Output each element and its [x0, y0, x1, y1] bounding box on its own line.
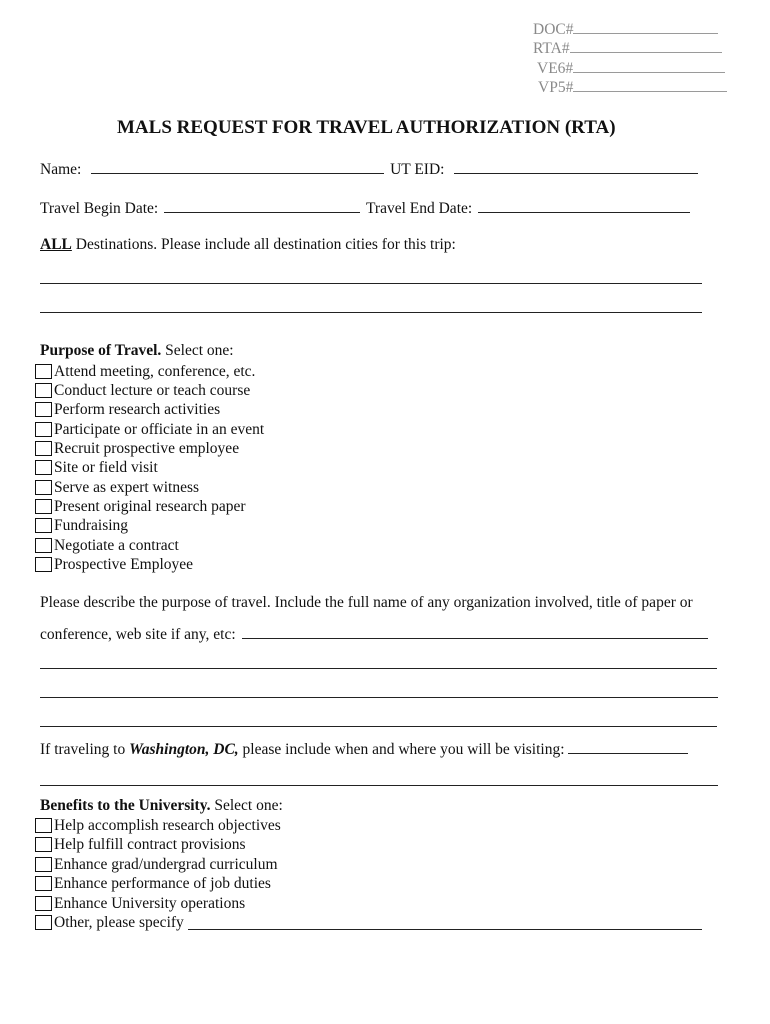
checkbox[interactable]	[35, 538, 52, 553]
purpose-option[interactable]	[35, 400, 220, 419]
doc-number-field[interactable]	[533, 19, 718, 39]
option-label: Attend meeting, conference, etc.	[54, 362, 256, 380]
option-label: Enhance University operations	[54, 894, 246, 912]
benefits-heading: Benefits to the University.	[40, 797, 211, 814]
checkbox[interactable]	[35, 480, 52, 495]
describe-purpose-input[interactable]	[242, 624, 708, 639]
doc-number-label: DOC#	[533, 21, 574, 38]
vp5-number-blank[interactable]	[573, 77, 727, 92]
checkbox[interactable]	[35, 818, 52, 833]
travel-end-input[interactable]	[478, 198, 690, 213]
purpose-option[interactable]	[35, 516, 128, 535]
purpose-option[interactable]	[35, 555, 193, 574]
describe-purpose-row	[40, 624, 708, 644]
washington-line[interactable]	[40, 785, 718, 786]
purpose-option[interactable]	[35, 536, 179, 555]
form-title: MALS REQUEST FOR TRAVEL AUTHORIZATION (RTA)	[117, 117, 616, 138]
option-label: Other, please specify	[54, 913, 184, 931]
name-input[interactable]	[91, 159, 384, 174]
other-specify-input[interactable]	[188, 915, 702, 930]
option-label: Site or field visit	[54, 458, 158, 476]
purpose-option[interactable]	[35, 381, 250, 400]
destinations-instruction	[40, 236, 456, 254]
benefit-option[interactable]	[35, 816, 281, 835]
checkbox[interactable]	[35, 837, 52, 852]
checkbox[interactable]	[35, 441, 52, 456]
benefit-option[interactable]	[35, 874, 271, 893]
describe-purpose-text-2: conference, web site if any, etc:	[40, 626, 236, 643]
option-label: Participate or officiate in an event	[54, 420, 265, 438]
purpose-heading: Purpose of Travel.	[40, 342, 162, 359]
purpose-option[interactable]	[35, 458, 158, 477]
option-label: Present original research paper	[54, 497, 246, 515]
washington-prefix: If traveling to	[40, 741, 130, 758]
washington-suffix: please include when and where you will be visiting:	[238, 741, 565, 758]
purpose-option[interactable]	[35, 362, 255, 381]
all-emphasis: ALL	[40, 236, 72, 253]
name-label: Name:	[40, 161, 82, 178]
option-label: Prospective Employee	[54, 555, 194, 573]
describe-line-1[interactable]	[40, 668, 717, 669]
checkbox[interactable]	[35, 499, 52, 514]
option-label: Enhance grad/undergrad curriculum	[54, 855, 278, 873]
purpose-heading-row	[40, 342, 234, 360]
checkbox[interactable]	[35, 518, 52, 533]
washington-row	[40, 739, 688, 759]
option-label: Fundraising	[54, 516, 129, 534]
destinations-line-2[interactable]	[40, 312, 702, 313]
option-label: Help accomplish research objectives	[54, 816, 281, 834]
benefit-option[interactable]	[35, 913, 702, 932]
ve6-number-blank[interactable]	[573, 58, 725, 73]
rta-number-blank[interactable]	[570, 38, 722, 53]
purpose-option[interactable]	[35, 420, 264, 439]
purpose-option[interactable]	[35, 478, 199, 497]
benefit-option[interactable]	[35, 835, 246, 854]
checkbox[interactable]	[35, 896, 52, 911]
dates-row	[40, 198, 690, 218]
destinations-text: Destinations. Please include all destination cities for this trip:	[71, 236, 456, 253]
option-label: Perform research activities	[54, 400, 221, 418]
rta-number-field[interactable]	[533, 38, 722, 58]
checkbox[interactable]	[35, 402, 52, 417]
uteid-input[interactable]	[454, 159, 698, 174]
checkbox[interactable]	[35, 383, 52, 398]
option-label: Serve as expert witness	[54, 478, 200, 496]
rta-number-label: RTA#	[533, 40, 570, 57]
doc-number-blank[interactable]	[573, 19, 718, 34]
option-label: Enhance performance of job duties	[54, 874, 271, 892]
vp5-number-field[interactable]	[538, 77, 727, 97]
purpose-option[interactable]	[35, 497, 246, 516]
checkbox[interactable]	[35, 460, 52, 475]
option-label: Help fulfill contract provisions	[54, 835, 246, 853]
describe-line-3[interactable]	[40, 726, 717, 727]
purpose-select-text: Select one:	[161, 342, 234, 359]
washington-place: Washington, DC,	[129, 741, 239, 758]
ve6-number-field[interactable]	[537, 58, 725, 78]
benefits-select-text: Select one:	[210, 797, 283, 814]
ve6-number-label: VE6#	[537, 60, 574, 77]
checkbox[interactable]	[35, 876, 52, 891]
destinations-line-1[interactable]	[40, 283, 702, 284]
describe-line-2[interactable]	[40, 697, 718, 698]
checkbox[interactable]	[35, 422, 52, 437]
washington-input[interactable]	[568, 739, 688, 754]
checkbox[interactable]	[35, 857, 52, 872]
benefit-option[interactable]	[35, 855, 278, 874]
travel-begin-label: Travel Begin Date:	[40, 200, 159, 217]
travel-end-label: Travel End Date:	[366, 200, 473, 217]
option-label: Conduct lecture or teach course	[54, 381, 251, 399]
name-row	[40, 159, 698, 179]
option-label: Negotiate a contract	[54, 536, 179, 554]
checkbox[interactable]	[35, 364, 52, 379]
vp5-number-label: VP5#	[538, 79, 574, 96]
travel-begin-input[interactable]	[164, 198, 360, 213]
benefits-heading-row	[40, 797, 283, 815]
option-label: Recruit prospective employee	[54, 439, 240, 457]
describe-purpose-text: Please describe the purpose of travel. Include the full name of any organization involved, title of paper or	[40, 594, 693, 611]
benefit-option[interactable]	[35, 894, 245, 913]
purpose-option[interactable]	[35, 439, 239, 458]
uteid-label: UT EID:	[390, 161, 445, 178]
checkbox[interactable]	[35, 915, 52, 930]
checkbox[interactable]	[35, 557, 52, 572]
